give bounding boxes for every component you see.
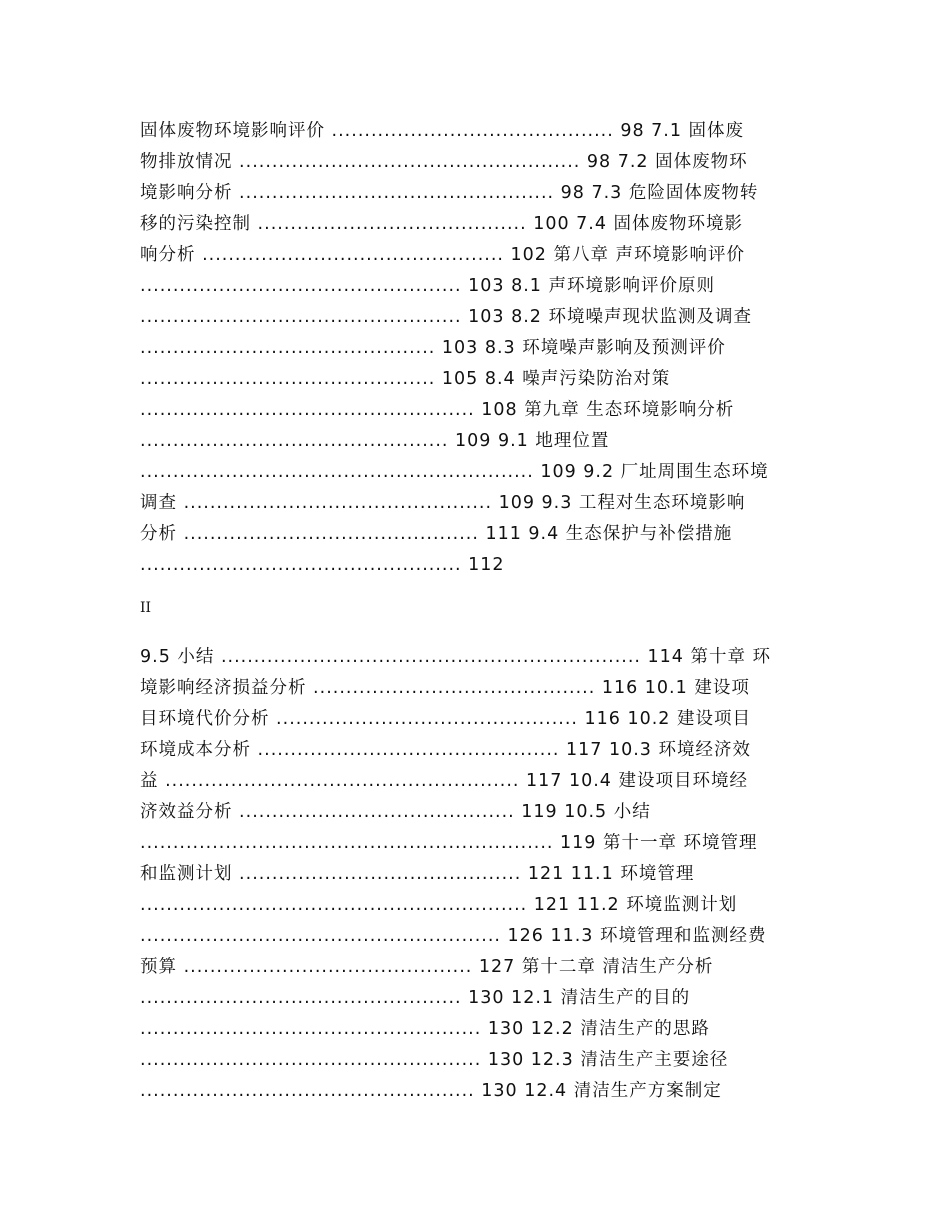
toc-line: ................................................. 103 8.1 声环境影响评价原则 <box>140 276 715 296</box>
toc-line: 响分析 .............................................. 102 第八章 声环境影响评价 <box>140 245 746 265</box>
toc-line: 调查 ............................................... 109 9.3 工程对生态环境影响 <box>140 493 746 513</box>
toc-line: .................................................... 130 12.2 清洁生产的思路 <box>140 1019 710 1039</box>
toc-line: ................................................. 112 <box>140 555 505 575</box>
toc-line: ............................................................... 119 第十一章 环境管理 <box>140 833 758 853</box>
toc-line: 境影响分析 ................................................ 98 7.3 危险固体废物转 <box>140 183 759 203</box>
toc-line: 固体废物环境影响评价 ........................................... 98 7.1 固体废 <box>140 121 745 141</box>
toc-line: ............................................... 109 9.1 地理位置 <box>140 431 610 451</box>
toc-line: 9.5 小结 ................................................................ 114 第十章 环 <box>140 647 772 667</box>
toc-line: ........................................................... 121 11.2 环境监测计划 <box>140 895 738 915</box>
toc-line: 环境成本分析 .............................................. 117 10.3 环境经济效 <box>140 740 752 760</box>
toc-line: 和监测计划 ........................................... 121 11.1 环境管理 <box>140 864 695 884</box>
toc-line: 济效益分析 .......................................... 119 10.5 小结 <box>140 802 651 822</box>
toc-line: 益 ...................................................... 117 10.4 建设项目环境经 <box>140 771 749 791</box>
toc-line: ............................................. 105 8.4 噪声污染防治对策 <box>140 369 671 389</box>
toc-line: ................................................. 130 12.1 清洁生产的目的 <box>140 988 691 1008</box>
toc-line: ............................................................ 109 9.2 厂址周围生态环境 <box>140 462 769 482</box>
toc-line: ................................................. 103 8.2 环境噪声现状监测及调查 <box>140 307 752 327</box>
toc-block-upper <box>140 116 820 581</box>
toc-line: ................................................... 108 第九章 生态环境影响分析 <box>140 400 735 420</box>
page-number-marker: II <box>140 600 152 616</box>
toc-line: .................................................... 130 12.3 清洁生产主要途径 <box>140 1050 729 1070</box>
toc-line: 预算 ............................................ 127 第十二章 清洁生产分析 <box>140 957 714 977</box>
toc-line: 目环境代价分析 .............................................. 116 10.2 建设项目 <box>140 709 752 729</box>
toc-line: 分析 ............................................. 111 9.4 生态保护与补偿措施 <box>140 524 733 544</box>
toc-line: ................................................... 130 12.4 清洁生产方案制定 <box>140 1081 722 1101</box>
toc-block-lower <box>140 642 820 1107</box>
toc-line: ............................................. 103 8.3 环境噪声影响及预测评价 <box>140 338 726 358</box>
toc-line: ....................................................... 126 11.3 环境管理和监测经费 <box>140 926 767 946</box>
toc-line: 境影响经济损益分析 ........................................... 116 10.1 建设项 <box>140 678 750 698</box>
toc-line: 移的污染控制 ......................................... 100 7.4 固体废物环境影 <box>140 214 744 234</box>
toc-line: 物排放情况 .................................................... 98 7.2 固体废物环 <box>140 152 748 172</box>
